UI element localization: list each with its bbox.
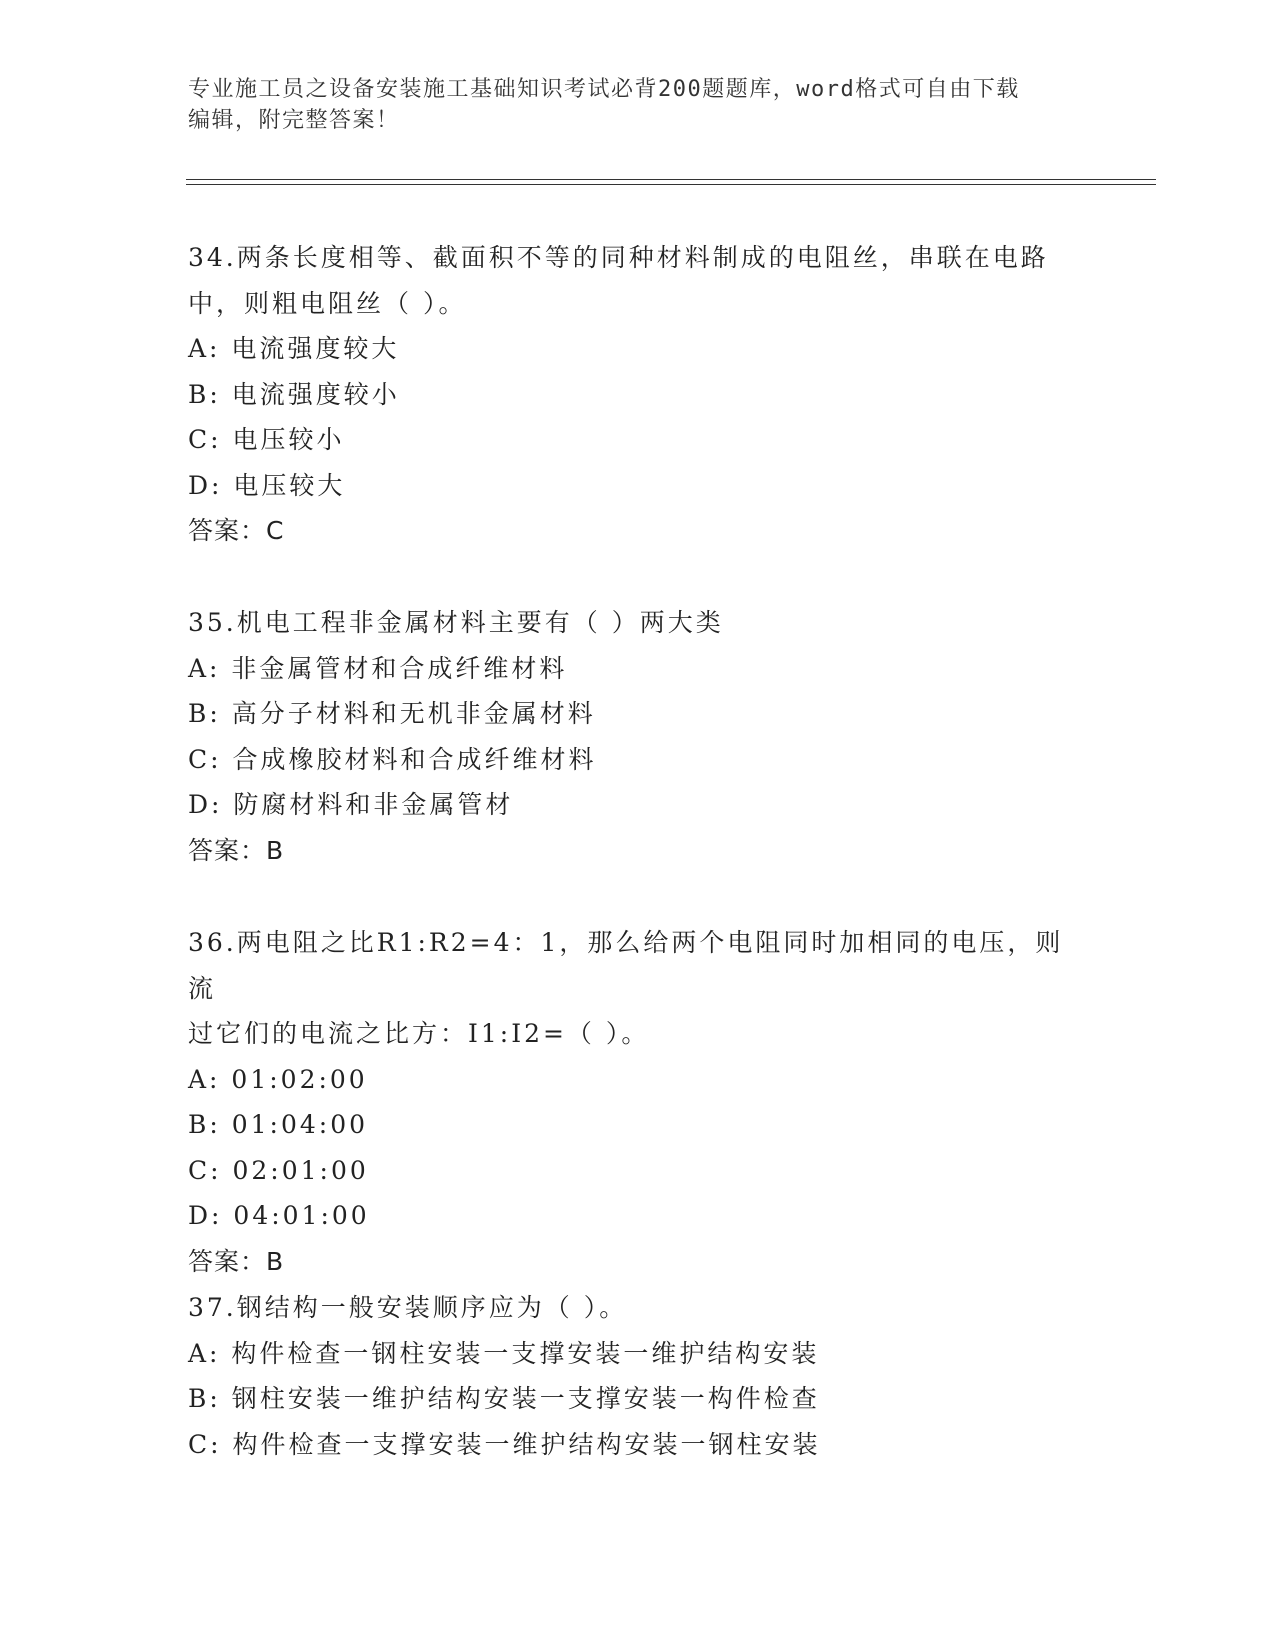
document-header: [188, 74, 1088, 136]
question-35: [188, 600, 1088, 873]
question-stem-line: 37.钢结构一般安装顺序应为（ ）。: [188, 1293, 628, 1322]
option-c: C: 02:01:00: [188, 1155, 369, 1185]
question-stem-line: 中，则粗电阻丝（ ）。: [188, 288, 467, 318]
option-c: C: 电压较小: [188, 425, 345, 454]
option-b: B: 钢柱安装一维护结构安装一支撑安装一构件检查: [188, 1384, 820, 1413]
option-b: B: 高分子材料和无机非金属材料: [188, 699, 596, 728]
question-stem-line: 35.机电工程非金属材料主要有（ ）两大类: [188, 608, 724, 637]
option-a: A: 电流强度较大: [188, 334, 400, 363]
option-a: A: 构件检查一钢柱安装一支撑安装一维护结构安装: [188, 1338, 820, 1368]
header-line-1: 专业施工员之设备安装施工基础知识考试必背200题题库，word格式可自由下载: [188, 77, 1020, 102]
option-a: A: 非金属管材和合成纤维材料: [188, 653, 568, 683]
header-divider-top: [186, 179, 1156, 180]
header-line-2: 编辑，附完整答案！: [188, 108, 400, 133]
header-divider-bottom: [186, 184, 1156, 185]
option-b: B: 01:04:00: [188, 1110, 369, 1139]
answer-label: 答案：C: [188, 516, 285, 545]
option-c: C: 构件检查一支撑安装一维护结构安装一钢柱安装: [188, 1429, 821, 1459]
question-stem-line: 过它们的电流之比方：I1:I2=（ ）。: [188, 1019, 650, 1048]
option-c: C: 合成橡胶材料和合成纤维材料: [188, 744, 597, 774]
option-a: A: 01:02:00: [188, 1064, 368, 1094]
option-d: D: 04:01:00: [188, 1201, 370, 1230]
question-34: [188, 235, 1088, 554]
option-b: B: 电流强度较小: [188, 379, 400, 409]
option-d: D: 防腐材料和非金属管材: [188, 790, 514, 819]
question-stem-line: 36.两电阻之比R1:R2=4：1，那么给两个电阻同时加相同的电压，则流: [188, 928, 1064, 1003]
answer-label: 答案：B: [188, 835, 285, 865]
option-d: D: 电压较大: [188, 470, 346, 500]
question-36: [188, 920, 1088, 1284]
question-stem-line: 34.两条长度相等、截面积不等的同种材料制成的电阻丝，串联在电路: [188, 243, 1049, 272]
answer-label: 答案：B: [188, 1246, 285, 1276]
question-37: [188, 1285, 1088, 1467]
